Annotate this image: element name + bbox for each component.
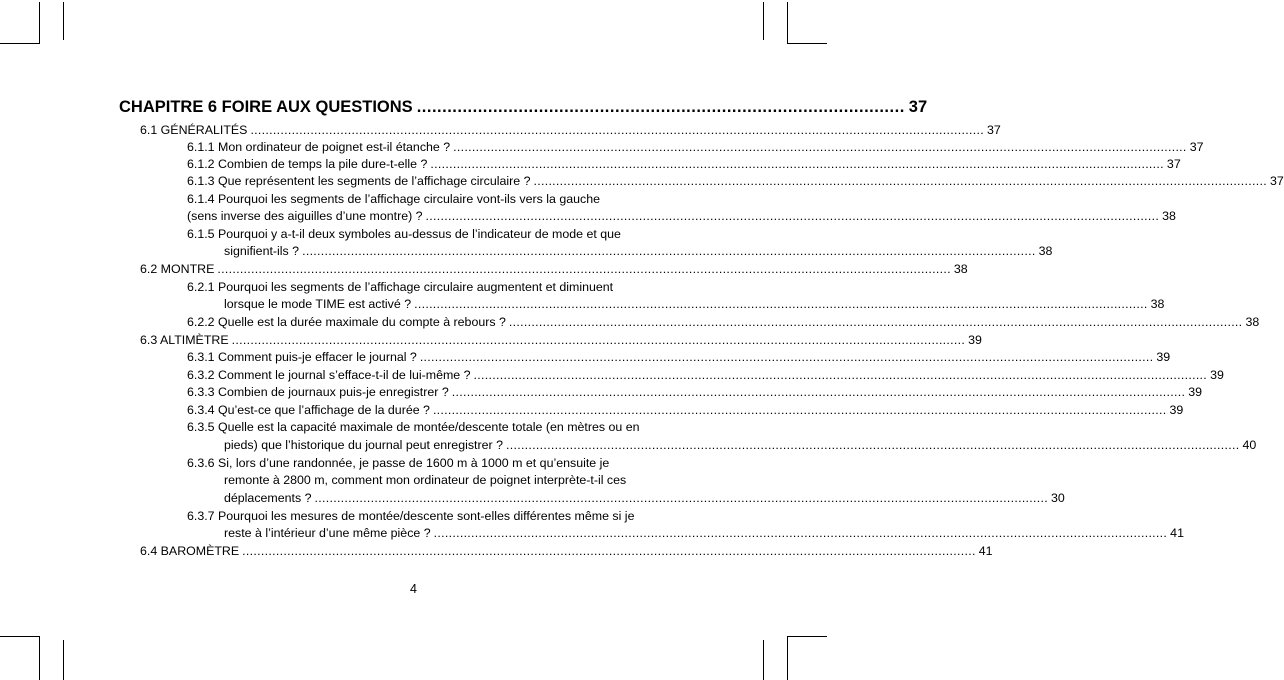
toc-entry-6-3-7[interactable]: reste à l’intérieur d’une même pièce ? .................................................................................................................................................................................................... 41 bbox=[224, 526, 1184, 540]
toc-page: 38 bbox=[953, 262, 968, 276]
leader-dots: .................................................................................................................................................................................................... bbox=[505, 438, 1240, 452]
toc-page: 30 bbox=[1051, 491, 1065, 505]
toc-page: 38 bbox=[1245, 315, 1260, 329]
toc-entry-6-3-6-line[interactable]: remonte à 2800 m, comment mon ordinateur de poignet interprète-t-il ces bbox=[224, 473, 627, 487]
leader-dots: .................................................................................................................................................................................................... bbox=[451, 385, 1186, 399]
toc-entry-6-3-1[interactable]: 6.3.1 Comment puis-je effacer le journal ? .................................................................................................................................................................................................... 39 bbox=[187, 350, 1171, 364]
leader-dots: .................................................................................................................................................................................................... bbox=[217, 262, 951, 276]
toc-entry-6-2[interactable]: 6.2 MONTRE .................................................................................................................................................................................................... 38 bbox=[140, 262, 968, 276]
toc-entry-6-3-6-line[interactable]: 6.3.6 Si, lors d’une randonnée, je passe de 1600 m à 1000 m et qu’ensuite je bbox=[187, 456, 610, 470]
toc-entry-6-2-1[interactable]: lorsque le mode TIME est activé ? .................................................................................................................................................................................................... 38 bbox=[224, 297, 1165, 311]
chapter-title-text: CHAPITRE 6 FOIRE AUX QUESTIONS bbox=[119, 98, 413, 116]
toc-entry-6-3-3[interactable]: 6.3.3 Combien de journaux puis-je enregistrer ? .................................................................................................................................................................................................... 39 bbox=[187, 385, 1203, 399]
toc-page: 38 bbox=[1162, 209, 1176, 223]
toc-page: 38 bbox=[1150, 297, 1165, 311]
toc-entry-6-1-4[interactable]: (sens inverse des aiguilles d’une montre) ? .................................................................................................................................................................................................... 38 bbox=[187, 209, 1176, 223]
toc-entry-6-2-2[interactable]: 6.2.2 Quelle est la durée maximale du compte à rebours ? .................................................................................................................................................................................................... 38 bbox=[187, 315, 1260, 329]
leader-dots: .................................................................................................................................................................................................... bbox=[231, 333, 966, 347]
toc-entry-6-3-5-line[interactable]: 6.3.5 Quelle est la capacité maximale de montée/descente totale (en mètres ou en bbox=[187, 420, 640, 434]
leader-dots: .................................................................................................................................................................................................... bbox=[533, 174, 1268, 188]
toc-entry-6-1-3[interactable]: 6.1.3 Que représentent les segments de l’affichage circulaire ? .................................................................................................................................................................................................... 37 bbox=[187, 174, 1284, 188]
toc-page: 37 bbox=[1189, 140, 1204, 154]
toc-entry-6-1-2[interactable]: 6.1.2 Combien de temps la pile dure-t-elle ? .................................................................................................................................................................................................... 37 bbox=[187, 157, 1181, 171]
leader-dots: .................................................................................................................................................................................................... bbox=[250, 123, 984, 137]
leader-dots: .................................................................................................................................................................................................... bbox=[314, 491, 1049, 505]
leader-dots: ................................................................................................ bbox=[416, 98, 905, 116]
toc-entry-6-1-5-line[interactable]: 6.1.5 Pourquoi y a-t-il deux symboles au-dessus de l’indicateur de mode et que bbox=[187, 227, 621, 241]
toc-page: 39 bbox=[1169, 403, 1184, 417]
toc-entry-6-3-2[interactable]: 6.3.2 Comment le journal s’efface-t-il de lui-même ? .................................................................................................................................................................................................... 39 bbox=[187, 368, 1224, 382]
toc-entry-6-1-5[interactable]: signifient-ils ? .................................................................................................................................................................................................... 38 bbox=[224, 244, 1053, 258]
toc-entry-6-3-4[interactable]: 6.3.4 Qu’est-ce que l’affichage de la durée ? .................................................................................................................................................................................................... 39 bbox=[187, 403, 1184, 417]
toc-page: 37 bbox=[986, 123, 1001, 137]
toc-entry-6-1-1[interactable]: 6.1.1 Mon ordinateur de poignet est-il étanche ? .................................................................................................................................................................................................... 37 bbox=[187, 140, 1204, 154]
toc-entry-6-3-6[interactable]: déplacements ? .................................................................................................................................................................................................... 30 bbox=[224, 491, 1065, 505]
toc-page: 41 bbox=[1170, 526, 1184, 540]
leader-dots: .................................................................................................................................................................................................... bbox=[419, 350, 1154, 364]
leader-dots: .................................................................................................................................................................................................... bbox=[414, 297, 1148, 311]
leader-dots: .................................................................................................................................................................................................... bbox=[430, 157, 1164, 171]
leader-dots: .................................................................................................................................................................................................... bbox=[473, 368, 1208, 382]
leader-dots: .................................................................................................................................................................................................... bbox=[508, 315, 1243, 329]
leader-dots: .................................................................................................................................................................................................... bbox=[302, 244, 1036, 258]
toc-page: 37 bbox=[1270, 174, 1284, 188]
leader-dots: .................................................................................................................................................................................................... bbox=[433, 526, 1168, 540]
toc-entry-6-2-1-line[interactable]: 6.2.1 Pourquoi les segments de l’affichage circulaire augmentent et diminuent bbox=[187, 280, 614, 294]
chapter-page: 37 bbox=[908, 98, 928, 116]
toc-page: 39 bbox=[1188, 385, 1203, 399]
toc-page: 38 bbox=[1038, 244, 1053, 258]
leader-dots: .................................................................................................................................................................................................... bbox=[453, 140, 1187, 154]
toc-entry-6-4[interactable]: 6.4 BAROMÈTRE .................................................................................................................................................................................................... 41 bbox=[140, 544, 993, 558]
leader-dots: .................................................................................................................................................................................................... bbox=[425, 209, 1160, 223]
toc-entry-6-3-7-line[interactable]: 6.3.7 Pourquoi les mesures de montée/descente sont-elles différentes même si je bbox=[187, 509, 635, 523]
toc-entry-6-3[interactable]: 6.3 ALTIMÈTRE .................................................................................................................................................................................................... 39 bbox=[140, 333, 982, 347]
leader-dots: .................................................................................................................................................................................................... bbox=[242, 544, 976, 558]
toc-entry-6-1[interactable]: 6.1 GÉNÉRALITÉS .................................................................................................................................................................................................... 37 bbox=[140, 123, 1001, 137]
page-number: 4 bbox=[410, 582, 417, 596]
toc-entry-6-1-4-line[interactable]: 6.1.4 Pourquoi les segments de l’affichage circulaire vont-ils vers la gauche bbox=[187, 192, 601, 206]
toc-page: 39 bbox=[1156, 350, 1171, 364]
toc-page: 37 bbox=[1166, 157, 1181, 171]
toc-entry-6-3-5[interactable]: pieds) que l’historique du journal peut enregistrer ? .................................................................................................................................................................................................... 40 bbox=[224, 438, 1257, 452]
toc-page: 39 bbox=[968, 333, 982, 347]
chapter-title bbox=[119, 96, 928, 118]
leader-dots: .................................................................................................................................................................................................... bbox=[432, 403, 1167, 417]
toc-page: 41 bbox=[978, 544, 993, 558]
toc-page: 39 bbox=[1210, 368, 1224, 382]
toc-page: 40 bbox=[1242, 438, 1257, 452]
